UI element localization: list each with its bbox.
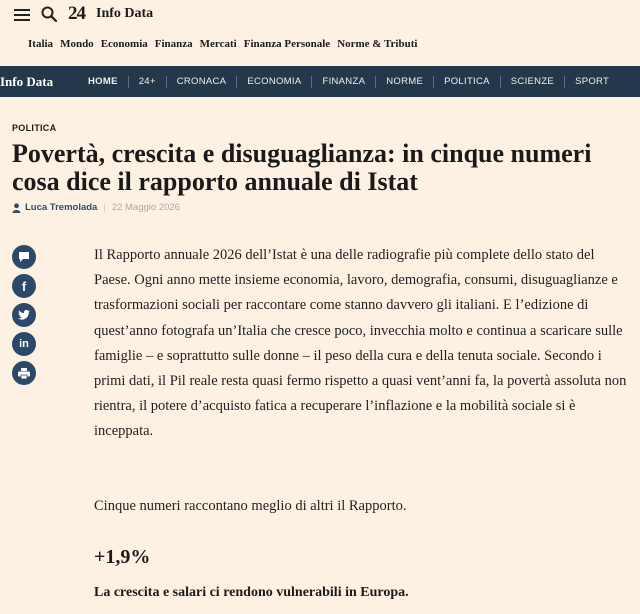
nav-item-scienze[interactable]: SCIENZE	[510, 76, 555, 87]
nav-item-norme[interactable]: NORME	[386, 76, 424, 87]
stat-value: +1,9%	[94, 546, 151, 568]
search-icon[interactable]	[41, 6, 57, 22]
site-brand[interactable]: Info Data	[96, 6, 154, 21]
main-nav-menu	[78, 66, 619, 97]
section-nav	[28, 38, 417, 54]
linkedin-icon[interactable]: in	[12, 332, 36, 356]
nav-item-24plus[interactable]: 24+	[138, 76, 156, 87]
section-nav-finanza-personale[interactable]: Finanza Personale	[243, 38, 331, 50]
article-paragraph-1: Il Rapporto annuale 2026 dell’Istat è una delle radiografie più complete dello stato del Paese. Ogni anno mette insieme economia, lavoro, demografia, consumi, disuguaglianze e trasformazioni sociali per raccontare come stanno davvero gli italiani. E l’edizione di quest’anno fotografa un’Italia che cresce poco, invecchia molto e continua a scaricare sulle famiglie – e soprattutto sulle donne – il peso della cura e della tenuta sociale. Secondo i primi dati, il Pil reale resta quasi fermo rispetto a quasi vent’anni fa, la povertà assoluta non rientra, il potere d’acquisto fatica a recuperare l’inflazione e la mobilità sociale si è inceppata.	[94, 247, 627, 440]
nav-brand[interactable]: Info Data	[0, 74, 54, 89]
author-icon	[12, 203, 21, 213]
section-nav-mondo[interactable]: Mondo	[60, 38, 94, 50]
stat-subhead: La crescita e salari ci rendono vulnerabili in Europa.	[94, 585, 409, 600]
main-nav	[0, 66, 640, 97]
section-nav-economia[interactable]: Economia	[100, 38, 148, 50]
comment-icon[interactable]	[12, 245, 36, 269]
byline	[12, 202, 180, 213]
byline-divider: |	[103, 202, 106, 213]
section-nav-mercati[interactable]: Mercati	[199, 38, 237, 50]
top-bar	[0, 0, 640, 30]
article-title: Povertà, crescita e disuguaglianza: in cinque numeri cosa dice il rapporto annuale di Istat	[12, 139, 592, 196]
section-nav-italia[interactable]: Italia	[28, 38, 54, 50]
nav-item-economia[interactable]: ECONOMIA	[247, 76, 302, 87]
facebook-icon[interactable]: f	[12, 274, 36, 298]
section-nav-norme-tributi[interactable]: Norme & Tributi	[337, 38, 418, 50]
nav-item-politica[interactable]: POLITICA	[444, 76, 490, 87]
nav-item-finanza[interactable]: FINANZA	[322, 76, 366, 87]
article-kicker[interactable]: POLITICA	[12, 123, 57, 133]
logo-24[interactable]: 24	[68, 3, 85, 24]
twitter-icon[interactable]	[12, 303, 36, 327]
article-paragraph-2: Cinque numeri raccontano meglio di altri il Rapporto.	[94, 498, 407, 514]
nav-item-cronaca[interactable]: CRONACA	[176, 76, 227, 87]
publish-date: 22 Maggio 2026	[111, 202, 180, 213]
nav-item-sport[interactable]: SPORT	[575, 76, 610, 87]
section-nav-finanza[interactable]: Finanza	[154, 38, 193, 50]
print-icon[interactable]	[12, 361, 36, 385]
nav-item-home[interactable]: HOME	[88, 76, 118, 87]
menu-icon[interactable]	[14, 9, 30, 21]
author-name[interactable]: Luca Tremolada	[25, 202, 98, 213]
